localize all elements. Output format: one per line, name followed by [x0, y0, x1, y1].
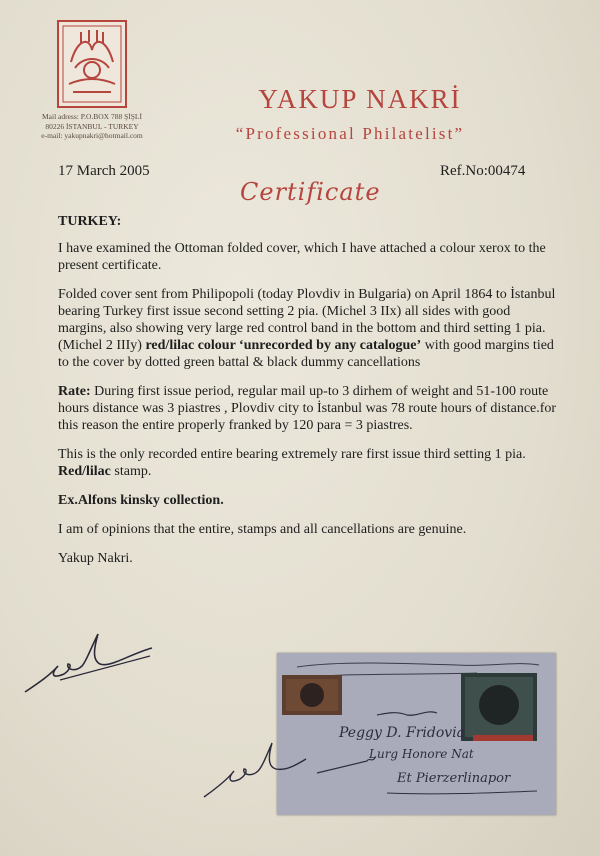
description-highlight: red/lilac colour ‘unrecorded by any catalogue’: [145, 338, 422, 353]
address-line-2: Lurg Honore Nat: [369, 747, 474, 761]
rate-text: During first issue period, regular mail up-to 3 dirhem of weight and 51-100 route hours distance was 3 piastres , Plovdiv city to İstanbul was 78 route hours of distance.for this reason the entire properly franked by 120 para = 3 piastres.: [58, 384, 557, 433]
reference-number: Ref.No:00474: [440, 163, 526, 179]
address-line: e-mail: yakupnakri@hotmail.com: [41, 131, 143, 140]
tughra-logo: [57, 20, 127, 108]
description-text-end: with good margins tied to the cover by dotted green battal & black dummy cancellations: [58, 338, 554, 370]
paragraph-intro: I have examined the Ottoman folded cover, which I have attached a colour xerox to the present certificate.: [58, 241, 546, 273]
paragraph-rarity: [58, 446, 558, 480]
provenance: [58, 492, 558, 509]
rate-label: Rate:: [58, 384, 91, 399]
provenance-text: Ex.Alfons kinsky collection.: [58, 493, 224, 508]
address-line: 80226 İSTANBUL - TURKEY: [45, 121, 139, 131]
paragraph-opinion: I am of opinions that the entire, stamps and all cancellations are genuine.: [58, 522, 467, 537]
letterhead-name: YAKUP NAKRİ: [258, 84, 462, 114]
address-line: Mail adress: P.O.BOX 788 ŞİŞLİ: [41, 112, 142, 121]
paragraph-rate: [58, 383, 558, 434]
address-line-3: Et Pierzerlinapor: [397, 771, 511, 786]
certificate-body: [58, 213, 558, 579]
paragraph-description: [58, 286, 558, 371]
country-heading: TURKEY:: [58, 214, 122, 229]
rarity-text: This is the only recorded entire bearing extremely rare first issue third setting 1 pia.: [58, 447, 526, 462]
mail-address: [36, 112, 148, 141]
handwritten-signature: [20, 620, 160, 700]
certificate-date: 17 March 2005: [58, 163, 150, 179]
certificate-title: Certificate: [240, 178, 381, 206]
letterhead-tagline: “Professional Philatelist”: [235, 124, 465, 143]
rarity-text-end: stamp.: [110, 464, 152, 479]
address-line-1: Peggy D. Fridovia: [339, 725, 465, 741]
signature-overlay: [200, 735, 310, 805]
cover-photo: [277, 653, 556, 815]
rarity-highlight: Red/lilac: [58, 464, 111, 479]
description-text: Folded cover sent from Philipopoli (today Plovdiv in Bulgaria) on April 1864 to İstanbul bearing Turkey first issue second setting 2 pia. (Michel 3 IIx) all sides with good margins, also showing very large red control band in the bottom and third setting 1 pia.(Michel 2 IIIy): [58, 287, 556, 353]
signoff: Yakup Nakri.: [58, 551, 133, 566]
